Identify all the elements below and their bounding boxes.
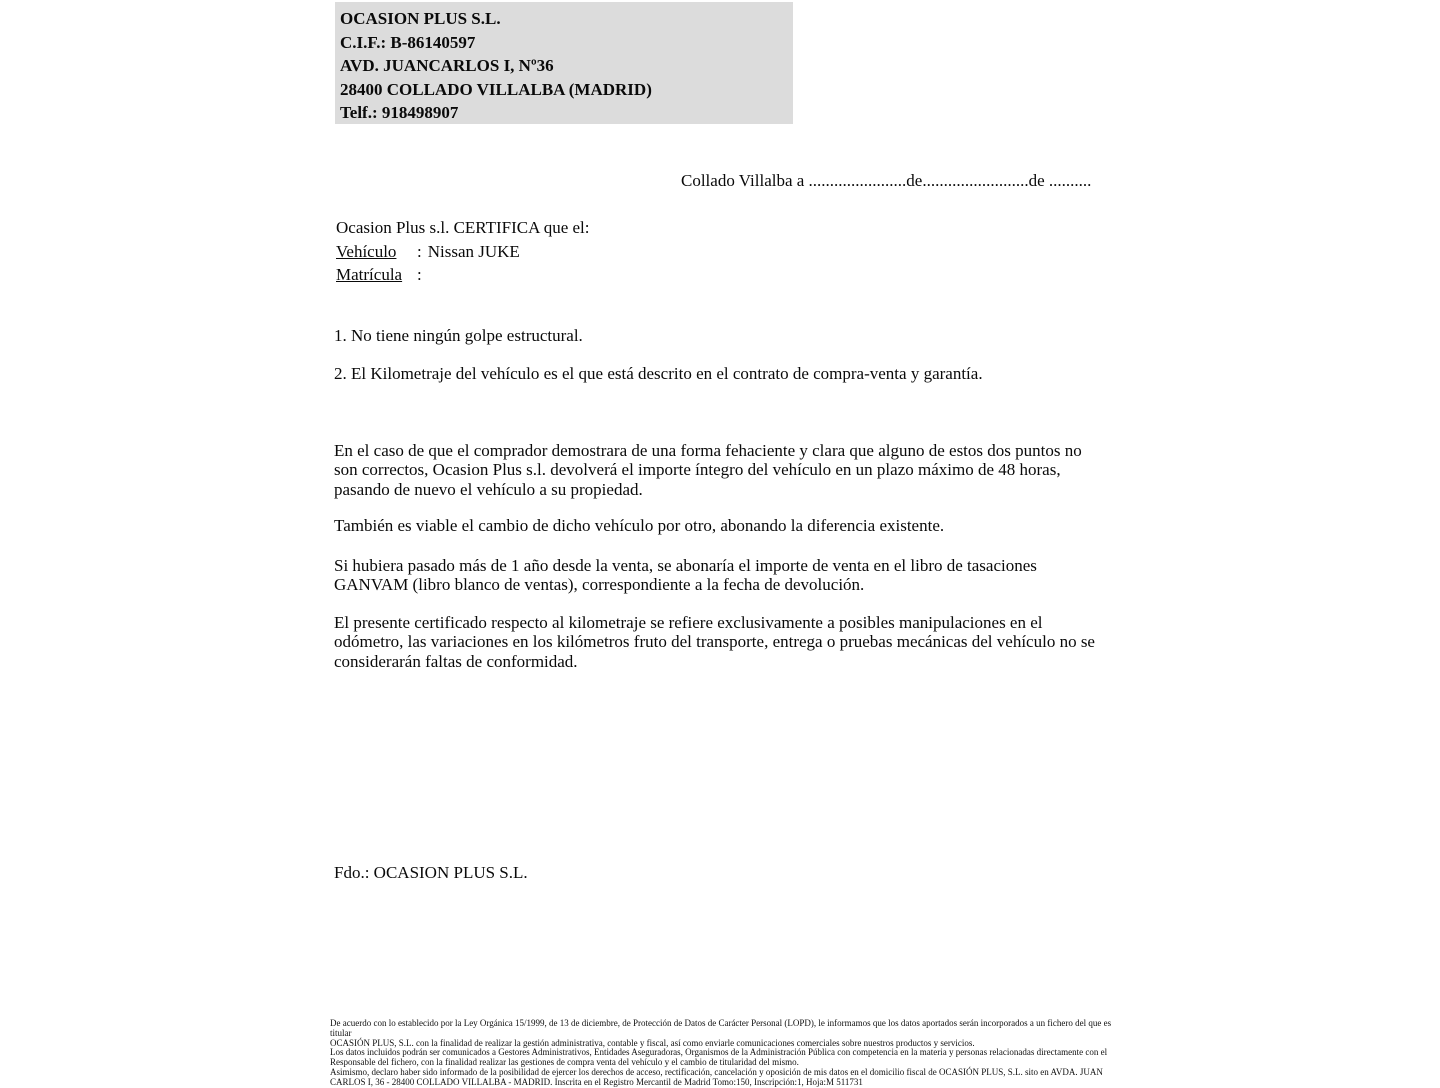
letterhead-address: AVD. JUANCARLOS I, Nº36	[340, 56, 554, 75]
letterhead-cif: C.I.F.: B-86140597	[340, 32, 476, 52]
date-fill-in-line: Collado Villalba a .......................de.........................de ..........	[681, 171, 1092, 190]
letterhead	[335, 2, 793, 124]
legal-footer	[330, 1019, 1120, 1088]
paragraph-exchange-option: También es viable el cambio de dicho vehículo por otro, abonando la diferencia existente.	[334, 516, 945, 535]
plate-field-label: Matrícula	[336, 265, 403, 284]
legal-footer-line: Responsable del fichero, con la finalidad realizar las gestiones de compra venta del vehículo y el cambio de titularidad del mismo.	[330, 1057, 799, 1068]
legal-footer-line: CARLOS I, 36 - 28400 COLLADO VILLALBA - MADRID. Inscrita en el Registro Mercantil de Madrid Tomo:150, Inscripción:1, Hoja:M 511731	[330, 1076, 863, 1087]
legal-footer-line: Asimismo, declaro haber sido informado de la posibilidad de ejercer los derechos de acceso, rectificación, cancelación y oposición de mis datos en el domicilio fiscal de OCASIÓN PLUS, S.L. sito en AVDA. JUAN	[330, 1066, 1103, 1077]
signature-line: Fdo.: OCASION PLUS S.L.	[334, 863, 528, 882]
legal-footer-line: Los datos incluidos podrán ser comunicados a Gestores Administrativos, Entidades Aseguradoras, Organismos de la Administración Pública con competencia en la materia y personas relacionadas directamente con el	[330, 1047, 1108, 1058]
paragraph-refund-policy: En el caso de que el comprador demostrara de una forma fehaciente y clara que alguno de estos dos puntos no son correctos, Ocasion Plus s.l. devolverá el importe íntegro del vehículo en un plazo máximo de 48 horas, pasando de nuevo el vehículo a su propiedad.	[334, 441, 1082, 499]
plate-field-separator: :	[417, 265, 422, 284]
vehicle-field-separator: :	[417, 241, 422, 261]
legal-footer-line: De acuerdo con lo establecido por la Ley Orgánica 15/1999, de 13 de diciembre, de Protección de Datos de Carácter Personal (LOPD), le informamos que los datos aportados serán incorporados a un fichero del que es titular	[330, 1018, 1112, 1038]
letterhead-city: 28400 COLLADO VILLALBA (MADRID)	[340, 79, 652, 99]
letterhead-company-name: OCASION PLUS S.L.	[340, 9, 501, 28]
vehicle-field-value: Nissan JUKE	[427, 241, 520, 261]
certify-intro: Ocasion Plus s.l. CERTIFICA que el:	[336, 218, 590, 237]
paragraph-ganvam-valuation: Si hubiera pasado más de 1 año desde la venta, se abonaría el importe de venta en el libro de tasaciones GANVAM (libro blanco de ventas), correspondiente a la fecha de devolución.	[334, 556, 1037, 595]
clause-no-structural-damage: 1. No tiene ningún golpe estructural.	[334, 326, 583, 345]
letterhead-phone: Telf.: 918498907	[340, 103, 459, 122]
certify-block	[336, 216, 590, 287]
legal-footer-line: OCASIÓN PLUS, S.L. con la finalidad de realizar la gestión administrativa, contable y fiscal, así como enviarle comunicaciones comerciales sobre nuestros productos y servicios.	[330, 1037, 975, 1048]
vehicle-field	[336, 240, 590, 264]
paragraph-odometer-disclaimer: El presente certificado respecto al kilometraje se refiere exclusivamente a posibles manipulaciones en el odómetro, las variaciones en los kilómetros fruto del transporte, entrega o pruebas mecánicas del vehículo no se considerarán faltas de conformidad.	[334, 613, 1095, 671]
plate-field	[336, 263, 590, 287]
clause-mileage: 2. El Kilometraje del vehículo es el que está descrito en el contrato de compra-venta y garantía.	[334, 364, 983, 383]
vehicle-field-label: Vehículo	[336, 241, 397, 261]
